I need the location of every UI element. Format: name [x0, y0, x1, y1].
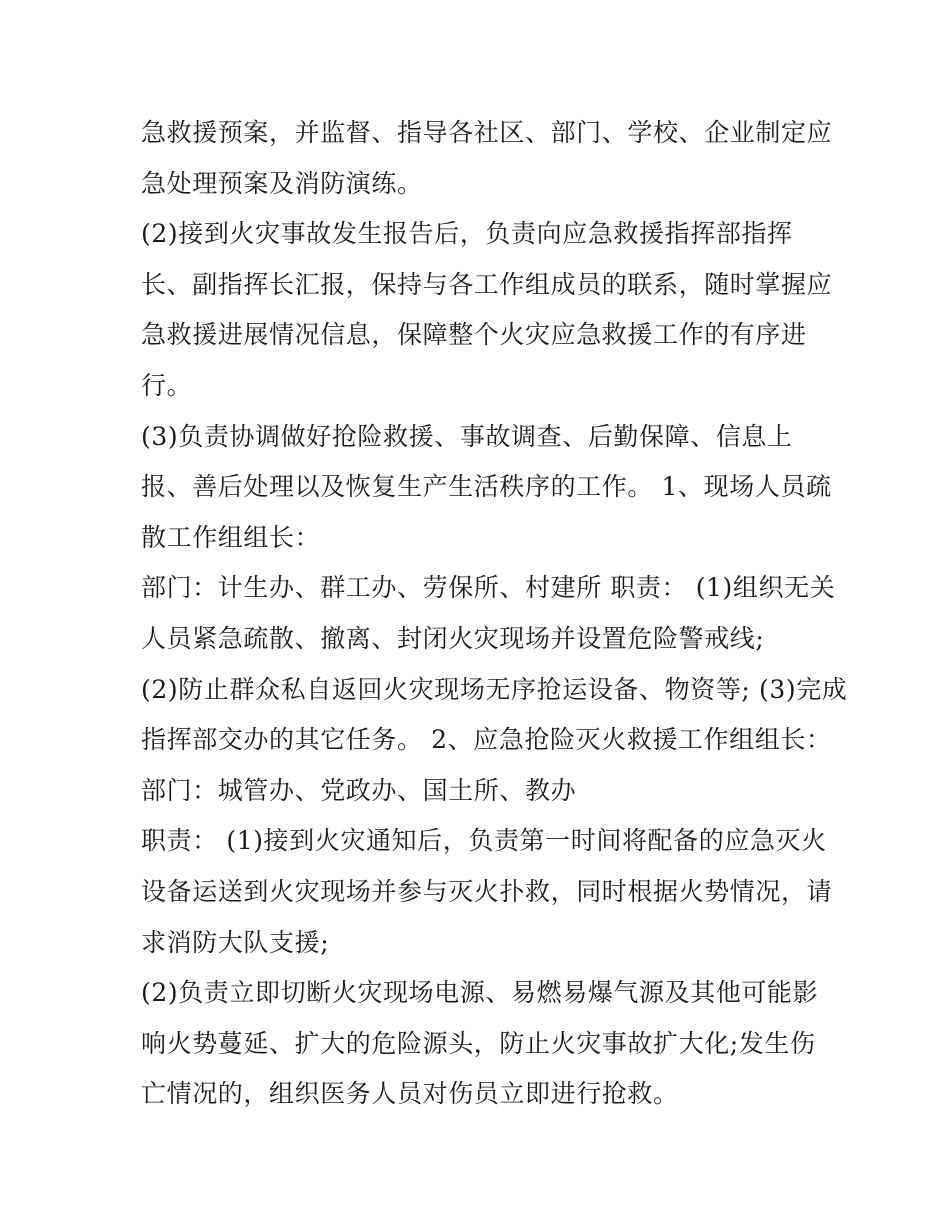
text-line: (2)负责立即切断火灾现场电源、易燃易爆气源及其他可能影	[141, 978, 819, 1008]
text-line: 部门：城管办、党政办、国土所、教办	[141, 775, 577, 805]
text-line: 急救援进展情况信息，保障整个火灾应急救援工作的有序进	[141, 320, 807, 350]
text-line: 长、副指挥长汇报，保持与各工作组成员的联系，随时掌握应	[141, 269, 833, 299]
text-line: 急处理预案及消防演练。	[141, 168, 423, 198]
text-line: (2)接到火灾事故发生报告后，负责向应急救援指挥部指挥	[141, 219, 793, 249]
text-line: (3)负责协调做好抢险救援、事故调查、后勤保障、信息上	[141, 421, 793, 451]
text-line: 指挥部交办的其它任务。 2、应急抢险灭火救援工作组组长：	[141, 725, 832, 755]
text-line: (2)防止群众私自返回火灾现场无序抢运设备、物资等; (3)完成	[141, 674, 848, 704]
document-body	[141, 108, 848, 1120]
text-line: 响火势蔓延、扩大的危险源头，防止火灾事故扩大化;发生伤	[141, 1028, 816, 1058]
text-line: 报、善后处理以及恢复生产生活秩序的工作。 1、现场人员疏	[141, 472, 832, 502]
text-line: 亡情况的，组织医务人员对伤员立即进行抢救。	[141, 1079, 679, 1109]
text-line: 部门：计生办、群工办、劳保所、村建所 职责： (1)组织无关	[141, 573, 836, 603]
text-line: 求消防大队支援;	[141, 927, 330, 957]
text-line: 设备运送到火灾现场并参与灭火扑救，同时根据火势情况，请	[141, 876, 833, 906]
text-line: 职责： (1)接到火灾通知后，负责第一时间将配备的应急灭火	[141, 826, 827, 856]
text-line: 行。	[141, 370, 193, 400]
text-line: 人员紧急疏散、撤离、封闭火灾现场并设置危险警戒线;	[141, 623, 765, 653]
text-line: 急救援预案，并监督、指导各社区、部门、学校、企业制定应	[141, 118, 833, 147]
text-line: 散工作组组长：	[141, 522, 321, 552]
